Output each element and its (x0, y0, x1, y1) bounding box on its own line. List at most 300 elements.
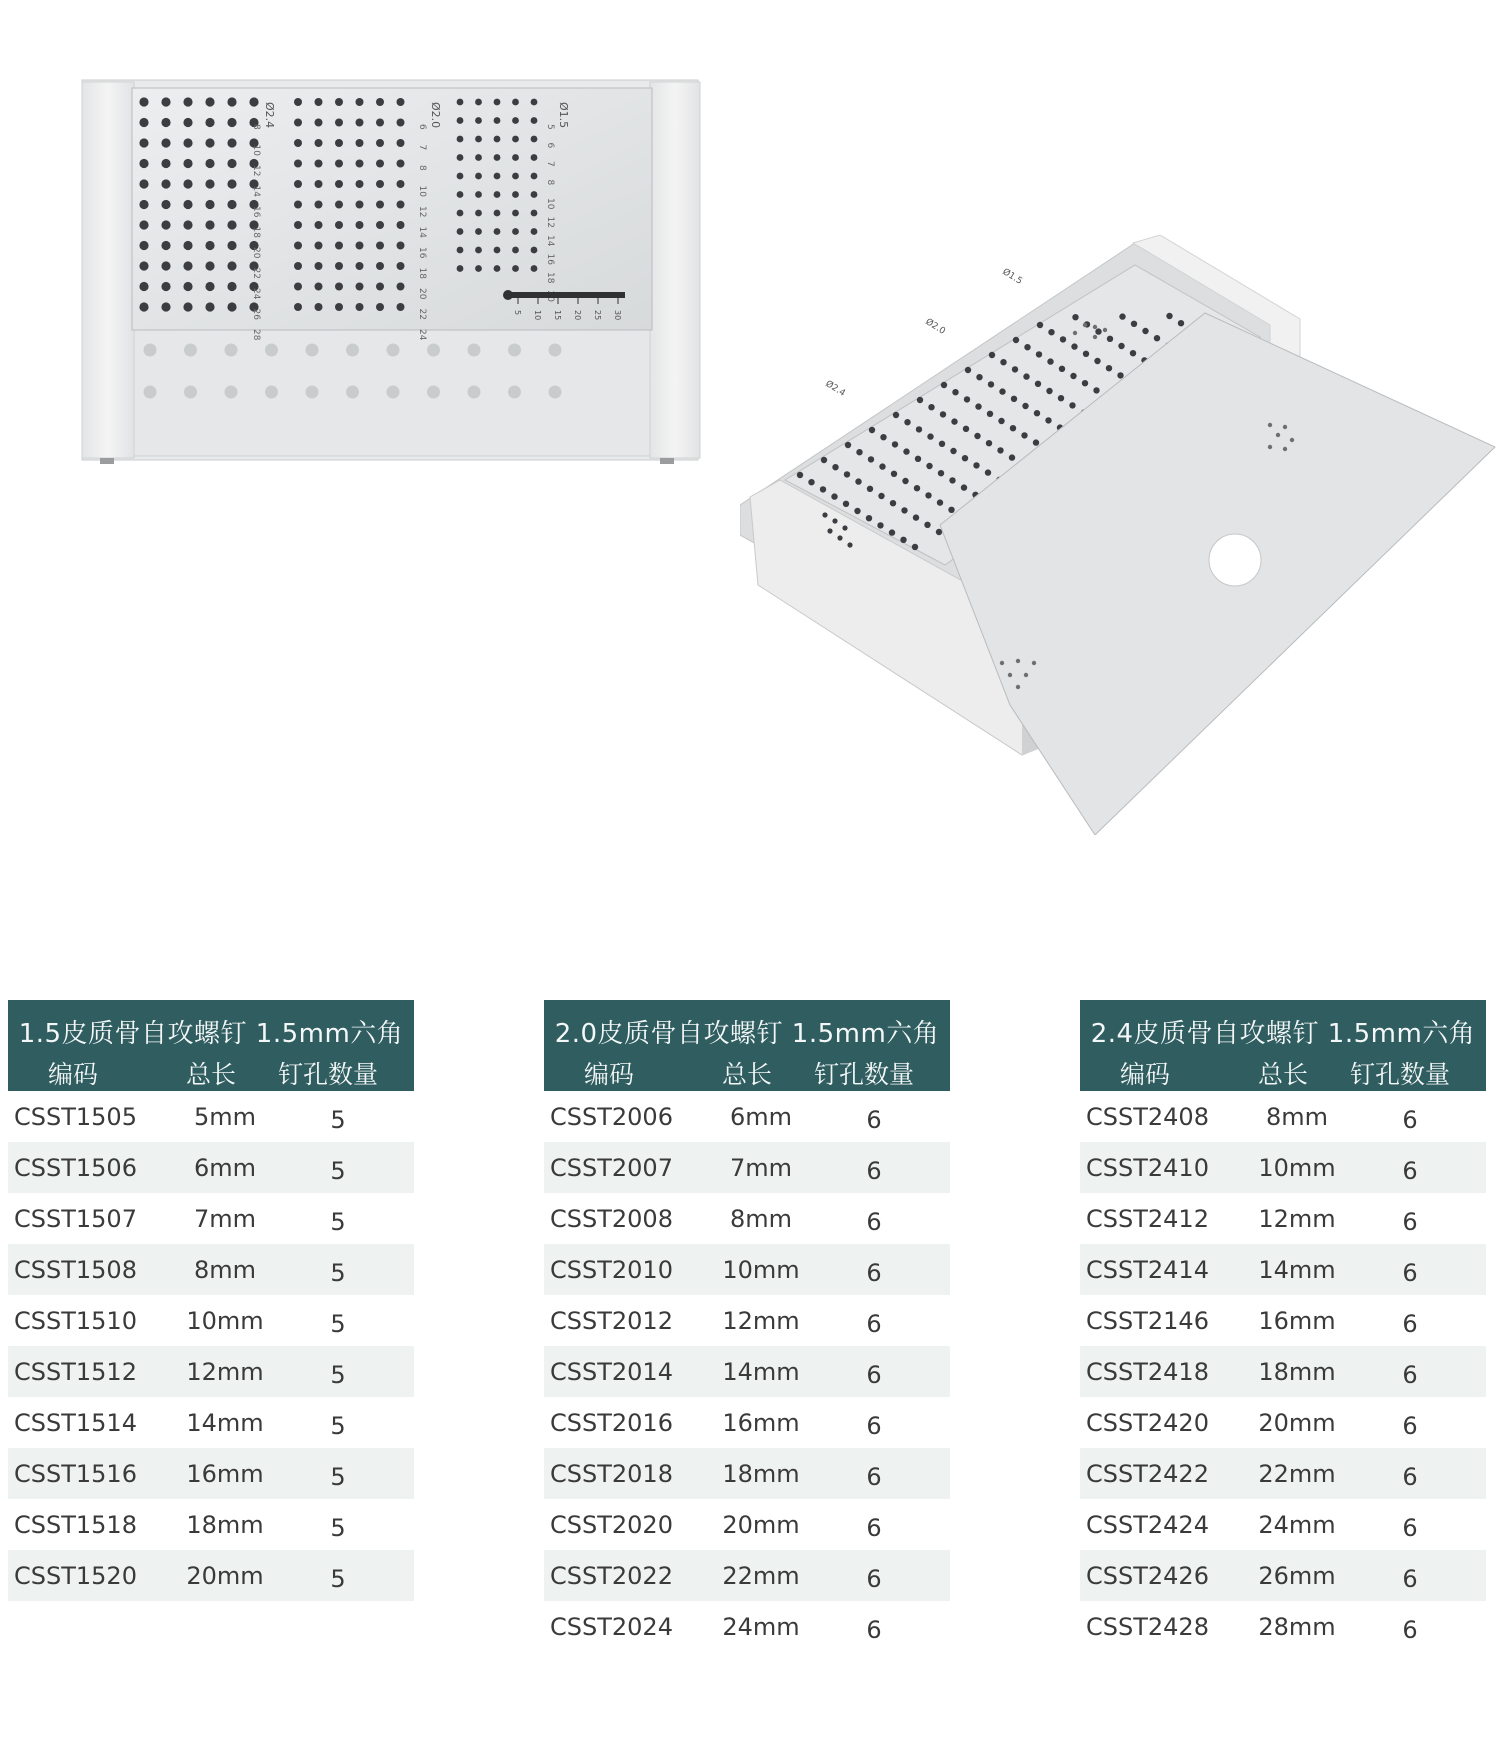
table-row (1080, 1601, 1486, 1652)
scale-label: 8 (545, 179, 555, 186)
rack-hole (1023, 373, 1029, 379)
rack-hole (475, 265, 482, 272)
rack-hole (844, 471, 850, 477)
rack-hole (376, 98, 384, 106)
section-label: Ø1.5 (1000, 267, 1024, 287)
rack-hole (475, 228, 482, 235)
rack-hole (916, 426, 922, 432)
rack-hole (926, 463, 932, 469)
rack-hole (866, 515, 872, 521)
tray-hole (144, 344, 157, 357)
gauge-knob (503, 290, 513, 300)
rack-hole (335, 180, 343, 188)
rack-hole (376, 160, 384, 168)
hole-count-cell: 6 (866, 1514, 882, 1542)
hole-count-cell: 6 (1402, 1208, 1418, 1236)
rack-hole (356, 139, 364, 147)
gauge-label: 30 (613, 310, 622, 321)
tray-hole (225, 344, 238, 357)
rack-hole (294, 119, 302, 127)
rack-hole (294, 221, 302, 229)
lid-dot (1268, 445, 1272, 449)
rack-hole (1034, 410, 1040, 416)
rack-hole (335, 160, 343, 168)
col-header-code: 编码 (48, 1060, 99, 1089)
rack-hole (913, 514, 919, 520)
rack-hole (356, 119, 364, 127)
tray-hole (508, 386, 521, 399)
table-row (1080, 1091, 1486, 1142)
rack-hole (376, 139, 384, 147)
lid-dot (1008, 673, 1012, 677)
rack-hole (964, 396, 970, 402)
scale-label: 14 (251, 185, 261, 197)
rack-hole (183, 220, 192, 229)
rack-hole (917, 397, 923, 403)
rack-hole (335, 242, 343, 250)
code-cell: CSST2420 (1086, 1409, 1209, 1437)
rack-hole (837, 535, 842, 540)
rack-hole (294, 180, 302, 188)
rack-hole (315, 283, 323, 291)
spec-table-1-5 (8, 1000, 414, 1601)
length-cell: 8mm (729, 1205, 793, 1233)
table-row (1080, 1142, 1486, 1193)
rack-hole (205, 159, 214, 168)
rack-hole (1037, 322, 1043, 328)
length-cell: 10mm (722, 1256, 800, 1284)
rack-hole (855, 478, 861, 484)
rack-hole (1009, 454, 1015, 460)
hole-count-cell: 6 (866, 1157, 882, 1185)
rack-hole (161, 302, 170, 311)
tray-hole (306, 344, 319, 357)
table-row (1080, 1397, 1486, 1448)
lid-dot (1283, 447, 1287, 451)
rack-hole (494, 154, 501, 161)
rack-hole (952, 389, 958, 395)
rack-hole (315, 139, 323, 147)
rack-hole (161, 241, 170, 250)
rack-hole (822, 512, 827, 517)
tray-hole (427, 386, 440, 399)
scale-label: 8 (417, 165, 427, 171)
rack-hole (1083, 351, 1089, 357)
rack-hole (1106, 365, 1112, 371)
rack-hole (139, 97, 148, 106)
rack-hole (315, 119, 323, 127)
rack-hole (512, 117, 519, 124)
rack-hole (1012, 366, 1018, 372)
rack-hole (227, 179, 236, 188)
code-cell: CSST1510 (14, 1307, 137, 1335)
rack-hole (512, 136, 519, 143)
rack-hole (294, 283, 302, 291)
rack-hole (975, 403, 981, 409)
tray-hole (265, 386, 278, 399)
spec-table-2-4 (1080, 1000, 1486, 1652)
rack-hole (335, 139, 343, 147)
rack-hole (475, 247, 482, 254)
table-row (1080, 1346, 1486, 1397)
rack-hole (356, 180, 364, 188)
code-cell: CSST2424 (1086, 1511, 1209, 1539)
rack-hole (227, 159, 236, 168)
rack-hole (880, 434, 886, 440)
rack-hole (183, 241, 192, 250)
rack-hole (494, 210, 501, 217)
rack-hole (205, 200, 214, 209)
rack-hole (205, 241, 214, 250)
tray-hole (144, 386, 157, 399)
rack-hole (941, 382, 947, 388)
code-cell: CSST2018 (550, 1460, 673, 1488)
rack-hole (397, 119, 405, 127)
tray-hole (549, 344, 562, 357)
length-cell: 18mm (1258, 1358, 1336, 1386)
rack-hole (821, 457, 827, 463)
rack-hole (315, 201, 323, 209)
lid-dot (1268, 423, 1272, 427)
rack-hole (1130, 350, 1136, 356)
rack-hole (998, 418, 1004, 424)
rack-hole (294, 201, 302, 209)
rack-hole (1131, 321, 1137, 327)
rack-hole (962, 455, 968, 461)
rack-hole (494, 191, 501, 198)
rack-hole (205, 282, 214, 291)
rack-hole (808, 479, 814, 485)
tray-hole (184, 386, 197, 399)
rack-hole (843, 501, 849, 507)
code-cell: CSST1516 (14, 1460, 137, 1488)
rack-hole (457, 173, 464, 180)
rack-hole (139, 220, 148, 229)
rack-hole (397, 262, 405, 270)
rack-hole (205, 179, 214, 188)
rack-hole (1118, 343, 1124, 349)
rack-hole (1093, 387, 1099, 393)
rack-hole (965, 367, 971, 373)
table-row (8, 1193, 414, 1244)
rack-hole (294, 262, 302, 270)
rack-hole (161, 261, 170, 270)
rack-hole (294, 139, 302, 147)
rack-hole (531, 265, 538, 272)
rack-hole (494, 99, 501, 106)
table-header (544, 1000, 950, 1091)
code-cell: CSST2422 (1086, 1460, 1209, 1488)
rack-hole (912, 544, 918, 550)
section-label: Ø1.5 (557, 102, 570, 129)
rack-hole (869, 427, 875, 433)
rack-hole (494, 136, 501, 143)
rack-hole (356, 221, 364, 229)
rack-hole (376, 221, 384, 229)
hole-count-cell: 6 (866, 1259, 882, 1287)
table-title: 2.0皮质骨自攻螺钉 1.5mm六角 (554, 1019, 940, 1049)
rack-hole (457, 247, 464, 254)
table-row (1080, 1550, 1486, 1601)
section-label: Ø2.0 (429, 102, 442, 129)
length-cell: 12mm (1258, 1205, 1336, 1233)
rack-hole (1046, 388, 1052, 394)
tray-hole (225, 386, 238, 399)
table-row (8, 1091, 414, 1142)
rack-hole (457, 210, 464, 217)
rack-hole (1142, 328, 1148, 334)
scale-label: 16 (545, 253, 555, 265)
code-cell: CSST2010 (550, 1256, 673, 1284)
rack-hole (963, 426, 969, 432)
lid-thumb-hole (1209, 534, 1261, 586)
scale-label: 16 (251, 206, 261, 218)
rack-hole (1047, 358, 1053, 364)
table-row (8, 1499, 414, 1550)
hole-count-cell: 6 (1402, 1106, 1418, 1134)
rack-hole (356, 242, 364, 250)
rack-hole (397, 221, 405, 229)
hole-count-cell: 5 (330, 1361, 346, 1389)
code-cell: CSST1506 (14, 1154, 137, 1182)
rack-hole (845, 442, 851, 448)
rack-hole (335, 201, 343, 209)
hole-count-cell: 6 (866, 1361, 882, 1389)
hole-count-cell: 6 (866, 1565, 882, 1593)
rack-hole (335, 283, 343, 291)
rack-hole (397, 242, 405, 250)
rack-hole (356, 283, 364, 291)
rack-hole (961, 484, 967, 490)
rack-hole (1070, 373, 1076, 379)
length-cell: 10mm (1258, 1154, 1336, 1182)
table-header (1080, 1000, 1486, 1091)
rack-hole (335, 303, 343, 311)
table-row (544, 1448, 950, 1499)
rack-hole (205, 220, 214, 229)
tray-angled-photo (740, 235, 1500, 835)
rack-hole (294, 160, 302, 168)
rack-hole (183, 179, 192, 188)
hole-count-cell: 5 (330, 1310, 346, 1338)
rack-hole (1082, 380, 1088, 386)
table-row (8, 1397, 414, 1448)
rack-hole (335, 98, 343, 106)
rack-hole (335, 119, 343, 127)
gauge-label: 25 (593, 310, 602, 321)
scale-label: 20 (251, 247, 261, 259)
section-label: Ø2.4 (263, 102, 276, 129)
rack-hole (356, 262, 364, 270)
hole-count-cell: 6 (1402, 1514, 1418, 1542)
rack-hole (294, 242, 302, 250)
rack-hole (356, 160, 364, 168)
length-cell: 18mm (722, 1460, 800, 1488)
rack-hole (205, 138, 214, 147)
rack-hole (457, 136, 464, 143)
rack-hole (397, 283, 405, 291)
scale-label: 10 (251, 144, 261, 156)
tray-hole (306, 386, 319, 399)
rack-hole (475, 210, 482, 217)
rack-hole (139, 241, 148, 250)
rack-hole (376, 283, 384, 291)
rack-hole (139, 159, 148, 168)
rack-hole (949, 477, 955, 483)
hole-count-cell: 6 (866, 1463, 882, 1491)
hole-count-cell: 5 (330, 1463, 346, 1491)
rack-hole (335, 262, 343, 270)
rack-hole (494, 247, 501, 254)
rack-hole (877, 522, 883, 528)
table-row (1080, 1499, 1486, 1550)
length-cell: 8mm (1265, 1103, 1329, 1131)
rack-hole (183, 97, 192, 106)
rack-hole (397, 98, 405, 106)
rack-hole (227, 97, 236, 106)
rack-hole (1013, 337, 1019, 343)
scale-label: 18 (417, 267, 427, 279)
hole-count-cell: 6 (1402, 1259, 1418, 1287)
rack-hole (924, 522, 930, 528)
code-cell: CSST1505 (14, 1103, 137, 1131)
table-row (544, 1397, 950, 1448)
scale-label: 10 (417, 185, 427, 197)
rack-hole (938, 470, 944, 476)
length-cell: 10mm (186, 1307, 264, 1335)
rack-hole (842, 525, 847, 530)
rack-hole (1117, 372, 1123, 378)
lid-dot (1024, 673, 1028, 677)
rack-hole (847, 542, 852, 547)
tray-hole (549, 386, 562, 399)
scale-label: 6 (545, 142, 555, 149)
length-cell: 14mm (722, 1358, 800, 1386)
table-title: 2.4皮质骨自攻螺钉 1.5mm六角 (1090, 1019, 1476, 1049)
rack-hole (356, 98, 364, 106)
lid-dot (1000, 661, 1004, 665)
hole-count-cell: 5 (330, 1412, 346, 1440)
rack-hole (1036, 351, 1042, 357)
table-row (544, 1091, 950, 1142)
rack-hole (531, 191, 538, 198)
scale-label: 12 (417, 206, 427, 218)
rack-hole (315, 98, 323, 106)
rack-hole (1072, 314, 1078, 320)
lid-dot (1016, 659, 1020, 663)
lid-dot (1032, 661, 1036, 665)
rack-hole (227, 241, 236, 250)
code-cell: CSST2014 (550, 1358, 673, 1386)
table-row (544, 1193, 950, 1244)
rack-hole (939, 441, 945, 447)
rack-hole (531, 228, 538, 235)
gauge-label: 20 (573, 310, 582, 321)
rack-hole (512, 99, 519, 106)
rack-hole (475, 173, 482, 180)
lid-dot (1073, 331, 1077, 335)
code-cell: CSST1508 (14, 1256, 137, 1284)
rack-hole (891, 471, 897, 477)
length-cell: 22mm (722, 1562, 800, 1590)
gauge-label: 5 (513, 310, 522, 316)
rack-hole (139, 118, 148, 127)
scale-label: 10 (545, 198, 555, 210)
rack-hole (1022, 403, 1028, 409)
code-cell: CSST2418 (1086, 1358, 1209, 1386)
col-header-length: 总长 (722, 1060, 773, 1089)
rack-hole (376, 303, 384, 311)
scale-label: 12 (545, 216, 555, 228)
rack-hole (512, 210, 519, 217)
rack-hole (512, 265, 519, 272)
table-row (8, 1448, 414, 1499)
rack-hole (205, 97, 214, 106)
scale-label: 22 (251, 267, 261, 279)
rack-hole (997, 447, 1003, 453)
tray-front-image (60, 60, 720, 500)
rack-hole (397, 201, 405, 209)
rack-hole (457, 228, 464, 235)
code-cell: CSST1512 (14, 1358, 137, 1386)
rack-hole (879, 463, 885, 469)
hole-count-cell: 5 (330, 1208, 346, 1236)
rack-hole (376, 180, 384, 188)
rack-hole (868, 456, 874, 462)
hole-count-cell: 5 (330, 1106, 346, 1134)
rack-hole (1166, 313, 1172, 319)
rack-hole (890, 500, 896, 506)
rack-hole (989, 352, 995, 358)
rack-hole (893, 412, 899, 418)
rack-hole (161, 200, 170, 209)
table-row (544, 1346, 950, 1397)
rack-hole (1094, 358, 1100, 364)
rack-hole (925, 492, 931, 498)
rack-hole (986, 440, 992, 446)
scale-label: 28 (251, 329, 261, 341)
rack-hole (531, 173, 538, 180)
rack-hole (999, 388, 1005, 394)
rack-hole (950, 448, 956, 454)
rack-hole (457, 117, 464, 124)
rack-hole (1154, 335, 1160, 341)
rack-hole (831, 493, 837, 499)
table-row (1080, 1295, 1486, 1346)
rack-hole (475, 99, 482, 106)
rack-hole (494, 173, 501, 180)
hole-count-cell: 6 (1402, 1565, 1418, 1593)
table-row (1080, 1193, 1486, 1244)
rack-hole (1010, 425, 1016, 431)
table-row (1080, 1448, 1486, 1499)
lid-dot (1093, 335, 1097, 339)
length-cell: 24mm (1258, 1511, 1336, 1539)
rack-hole (940, 411, 946, 417)
hole-count-cell: 5 (330, 1514, 346, 1542)
length-cell: 6mm (729, 1103, 793, 1131)
rack-hole (494, 117, 501, 124)
table-row (544, 1601, 950, 1652)
code-cell: CSST2007 (550, 1154, 673, 1182)
code-cell: CSST2426 (1086, 1562, 1209, 1590)
code-cell: CSST2408 (1086, 1103, 1209, 1131)
rack-hole (1048, 329, 1054, 335)
code-cell: CSST2016 (550, 1409, 673, 1437)
rack-hole (457, 191, 464, 198)
hole-count-cell: 6 (866, 1310, 882, 1338)
rack-hole (397, 139, 405, 147)
